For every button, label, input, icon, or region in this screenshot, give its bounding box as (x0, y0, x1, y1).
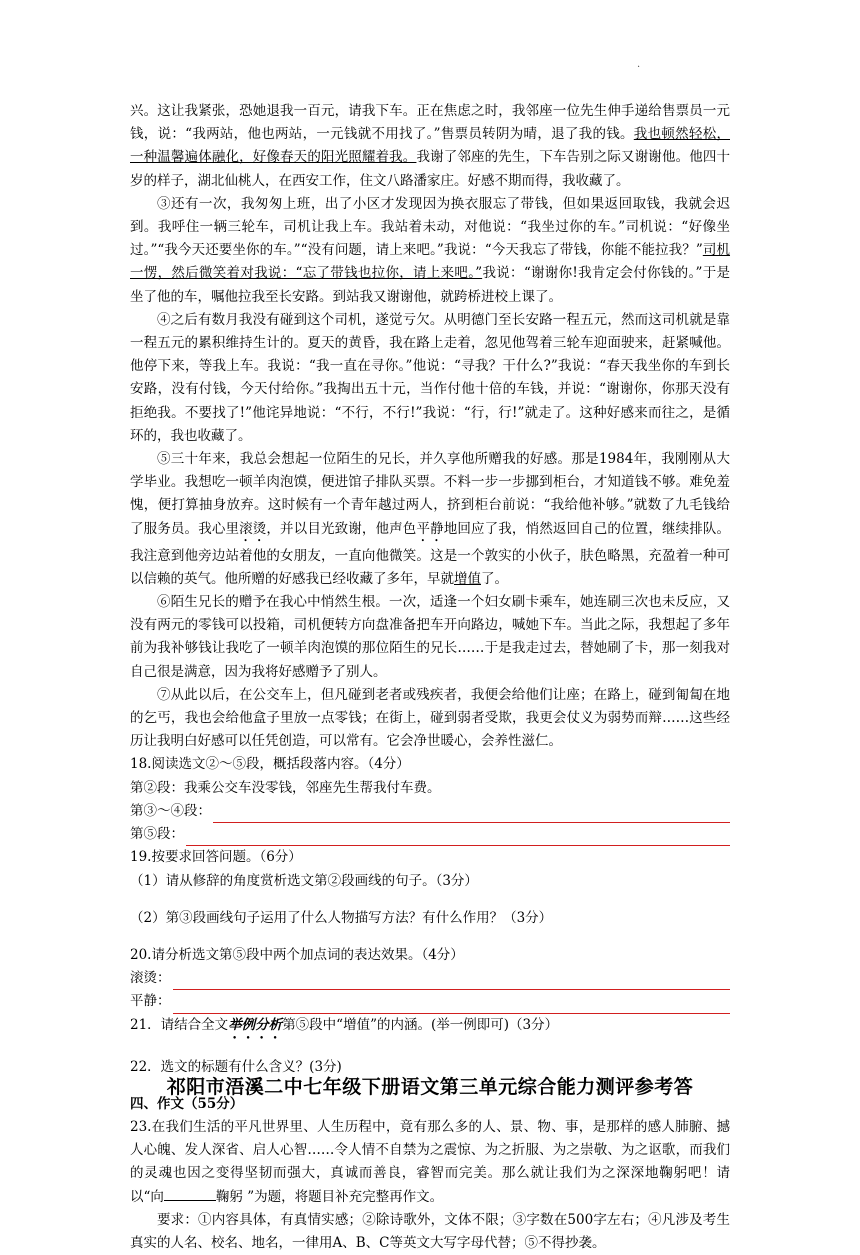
answer-line-pingjing (130, 990, 730, 1013)
text: ⑤三十年来，我总会想起一位陌生的兄长，并久享他所赠我的好感。那是1984年，我刚刚从大学毕业。我想吃一顿羊肉泡馍，便进馆子排队买票。不料一步一步挪到柜台，才知道钱不够。难免羞愧，便打算抽身放弃。这时候有一个青年越过两人，挤到柜台前说：“我给他补够。”就数了九毛钱给了服务员。我心里 (130, 451, 730, 537)
label: 滚烫： (130, 970, 171, 987)
answer-paragraph-2: 第②段：我乘公交车没零钱，邻座先生帮我付车费。 (130, 779, 441, 796)
blank-space (130, 1042, 730, 1056)
answer-line-3-4 (130, 800, 730, 823)
dotted-word: 滚烫 (239, 520, 267, 537)
label: 平静： (130, 993, 171, 1010)
underlined-sentence: 我也顿然轻松，一种温馨遍体融化，好像春天的阳光照耀着我。 (130, 126, 730, 166)
answer-line[interactable] (173, 999, 731, 1014)
paragraph-4: ④之后有数月我没有碰到这个司机，遂觉亏欠。从明德门至长安路一程五元，然而这司机就是靠一程五元的累积维持生计的。夏天的黄昏，我在路上走着，忽见他驾着三轮车迎面驶来，赶紧喊他。他停下来，等我上车。我说：“我一直在寻你。”他说：“寻我？干什么?”我说：“春天我坐你的车到长安路，没有付钱，今天付给你。”我掏出五十元，当作付他十倍的车钱，并说：“谢谢你，你那天没有拒绝我。不要找了!”他诧异地说：“不行，不行!”我说：“行，行!”就走了。这种好感来而往之，是循环的，我也收藏了。 (130, 311, 730, 444)
answer-line[interactable] (186, 831, 730, 846)
blank-space (130, 930, 730, 944)
text: 我谢了邻座的先生，下车告别之际又谢谢他。他四十岁的样子，湖北仙桃人，在西安工作，住文八路潘家庄。好感不期而得，我收藏了。 (130, 149, 731, 189)
text: 了。 (481, 570, 508, 587)
underlined-word: 增值 (454, 570, 481, 587)
text: 第⑤段中“增值”的内涵。(举一例即可)（3分） (282, 1016, 559, 1033)
label: 第③～④段： (130, 802, 211, 819)
text: 兴。这让我紧张，恐她退我一百元，请我下车。正在焦虑之时，我邻座一位先生伸手递给售票员一元钱，说：“我两站，他也两站，一元钱就不用找了。”售票员转阴为晴，退了我的钱。 (130, 103, 730, 143)
text: 我说：“谢谢你!我肯定会付你钱的。”于是坐了他的车，嘱他拉我至长安路。到站我又谢谢他，就跨桥进校上课了。 (130, 265, 730, 305)
dotted-word: 平静 (416, 520, 444, 537)
text: ，并以目光致谢，他声色 (266, 520, 417, 537)
paragraph-7: ⑦从此以后，在公交车上，但凡碰到老者或残疾者，我便会给他们让座；在路上，碰到匍匐在地的乞丐，我也会给他盒子里放一点零钱；在街上，碰到弱者受欺，我更会仗义为弱势而辩……这些经历让我明白好感可以任凭创造，可以常有。它会净世暖心，会养性滋仁。 (130, 686, 730, 750)
question-23-requirements: 要求：①内容具体，有真情实感；②除诗歌外，文体不限；③字数在500字左右；④凡涉及考生真实的人名、校名、地名，一律用A、B、C等英文大写字母代替；⑤不得抄袭。 (130, 1211, 730, 1251)
answer-line[interactable] (213, 808, 730, 823)
answer-section-title: 祁阳市浯溪二中七年级下册语文第三单元综合能力测评参考答 (166, 1076, 694, 1098)
section-four-heading: 四、作文（55分） (130, 1095, 244, 1112)
answer-line-guntang (130, 967, 730, 990)
text: 地回应了我，悄然返回自己的位置，继续排队。我注意到他旁边站着他的女朋友，一直向他微笑。这是一个敦实的小伙子，肤色略黑，充盈着一种可以信赖的英气。他所赠的好感我已经收藏了多年，早就 (130, 520, 731, 587)
question-20: 20.请分析选文第⑤段中两个加点词的表达效果。（4分） (130, 946, 464, 963)
answer-line-5 (130, 823, 730, 846)
question-19: 19.按要求回答问题。（6分） (130, 849, 302, 866)
underlined-sentence: 司机一愣，然后微笑着对我说：“忘了带钱也拉你，请上来吧。” (130, 242, 731, 282)
text: ③还有一次，我匆匆上班，出了小区才发现因为换衣服忘了带钱，但如果返回取钱，我就会迟到。我呼住一辆三轮车，司机让我上车。我站着未动，对他说：“我坐过你的车。”司机说：“好像坐过。”“我今天还要坐你的车。”“没有问题，请上来吧。”我说：“今天我忘了带钱，你能不能拉我？” (130, 195, 730, 259)
question-23 (130, 1116, 730, 1209)
paragraph-6: ⑥陌生兄长的赠予在我心中悄然生根。一次，适逢一个妇女刷卡乘车，她连刷三次也未反应，又没有两元的零钱可以投箱，司机便转方向盘准备把车开向路边，喊她下车。当此之际，我想起了多年前为我补够钱让我吃了一顿羊肉泡馍的那位陌生的兄长……于是我走过去，替她刷了卡，那一刻我对自己很是满意，因为我将好感赠予了别人。 (130, 594, 730, 680)
question-18: 18.阅读选文②～⑤段，概括段落内容。（4分） (130, 756, 410, 773)
text: 23.在我们生活的平凡世界里、人生历程中，竟有那么多的人、景、物、事，是那样的感人肺腑、撼人心魄、发人深省、启人心智……令人情不自禁为之震惊、为之折服、为之崇敬、为之讴歌，而我们的灵魂也因之变得坚韧而强大，真诚而善良，睿智而完美。那么就让我们为之深深地鞠躬吧！请以“向 (130, 1118, 730, 1205)
page-mark: · (637, 62, 641, 73)
text: 21．请结合全文 (130, 1016, 229, 1033)
question-21 (130, 1014, 730, 1042)
question-19-1: （1）请从修辞的角度赏析选文第②段画线的句子。（3分） (130, 872, 478, 889)
label: 第⑤段： (130, 826, 184, 843)
title-blank[interactable] (164, 1188, 216, 1201)
answer-line[interactable] (173, 975, 731, 990)
paragraph-5 (130, 448, 730, 591)
text: 鞠躬 ”为题，将题目补充完整再作文。 (215, 1188, 444, 1205)
blank-space (130, 893, 730, 907)
question-19-2: （2）第③段画线句子运用了什么人物描写方法？有什么作用？（3分） (130, 909, 553, 926)
emphasized-text: 举例分析 (228, 1016, 283, 1033)
paragraph-2-tail (130, 100, 730, 193)
question-22: 22．选文的标题有什么含义？(3分) (130, 1058, 342, 1075)
paragraph-3 (130, 193, 730, 309)
